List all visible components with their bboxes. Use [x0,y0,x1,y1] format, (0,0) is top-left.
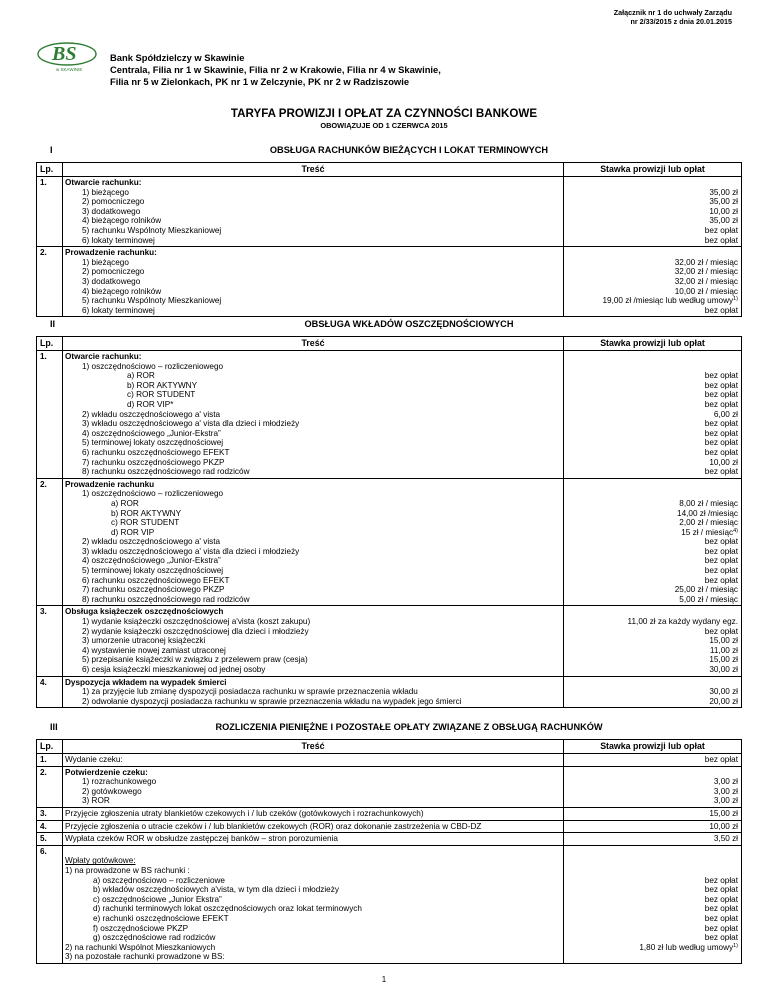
column-header-content: Treść [63,337,564,351]
annex-line-1: Załącznik nr 1 do uchwały Zarządu [613,8,732,17]
column-header-content: Treść [63,163,564,177]
content-line: Dyspozycja wkładem na wypadek śmierci [65,677,227,687]
content-line: 6) rachunku oszczędnościowego EFEKT [82,447,230,457]
rate-line [567,236,738,246]
rate-value: bez opłat [704,537,738,547]
rate-value: bez opłat [704,894,738,904]
row-number: 2. [37,766,63,807]
rate-line [567,876,738,886]
logo-subtext: w SKAWINIE [56,67,83,72]
section-heading [36,144,742,158]
rate-line [567,518,738,528]
rate-line [567,636,738,646]
rate-line [567,306,738,316]
rate-value: bez opłat [704,566,738,576]
rate-line [567,787,738,797]
bank-branches-2: Filia nr 5 w Zielonkach, PK nr 1 w Zelczynie, PK nr 2 w Radziszowie [110,75,410,87]
rate-line [567,847,738,857]
rate-line [567,267,738,277]
content-line: 3) umorzenie utraconej książeczki [82,636,206,646]
rate-value: 32,00 zł / miesiąc [674,257,738,267]
row-number: 1. [37,351,63,479]
rate-value: 15,00 zł [709,636,738,646]
rate-line [567,547,738,557]
row-content [63,606,564,676]
content-line: a) ROR [111,498,139,508]
section-title: OBSŁUGA WKŁADÓW OSZCZĘDNOŚCIOWYCH [304,319,514,329]
rate-value: bez opłat [704,467,738,477]
rate-value: 15,00 zł [709,655,738,665]
row-rate [564,820,742,833]
table-row [37,845,742,963]
content-line: d) ROR VIP [111,527,155,537]
rate-line [567,607,738,617]
table-row [37,247,742,317]
row-rate [564,754,742,767]
content-line: 4) bieżącego rolników [82,286,162,296]
rate-line [567,480,738,490]
rate-value: bez opłat [704,428,738,438]
content-line: b) ROR AKTYWNY [127,380,198,390]
rate-value: 15,00 zł [709,808,738,818]
section-title: OBSŁUGA RACHUNKÓW BIEŻĄCYCH I LOKAT TERMINOWYCH [269,145,549,155]
content-line: 2) pomocniczego [82,197,145,207]
table-row [37,606,742,676]
rate-line [567,933,738,943]
content-line: g) oszczędnościowe rad rodziców [93,933,216,943]
rate-value: bez opłat [704,904,738,914]
row-content [63,820,564,833]
row-content [63,833,564,846]
column-header-rate: Stawka prowizji lub opłat [564,163,742,177]
row-number: 3. [37,606,63,676]
rate-value: 8,00 zł / miesiąc [679,498,738,508]
content-line: 5) terminowej lokaty oszczędnościowej [82,566,224,576]
rate-line [567,537,738,547]
table-row [37,351,742,479]
rate-value: 15 zł / miesiąc [681,527,734,537]
content-line: 2) gotówkowego [82,786,142,796]
rate-value: 32,00 zł / miesiąc [674,267,738,277]
rate-line [567,809,738,819]
row-number: 6. [37,845,63,963]
rate-line [567,952,738,962]
row-content [63,247,564,317]
rate-line [567,895,738,905]
content-line: 3) dodatkowego [82,276,141,286]
content-line: 2) na rachunki Wspólnot Mieszkaniowych [65,942,216,952]
content-line: 5) terminowej lokaty oszczędnościowej [82,438,224,448]
row-number: 1. [37,177,63,247]
rate-value: bez opłat [704,438,738,448]
rate-value: bez opłat [704,626,738,636]
rate-line [567,352,738,362]
content-line: 1) bieżącego [82,187,129,197]
rate-value: 11,00 zł za każdy wydany egz. [627,617,738,627]
column-header-lp: Lp. [37,163,63,177]
rate-value: 35,00 zł [709,187,738,197]
row-content [63,676,564,708]
content-line: 1) oszczędnościowo – rozliczeniowego [82,361,224,371]
tariff-table [36,336,742,708]
content-line: 1) bieżącego [82,257,129,267]
rate-line [567,627,738,637]
row-number: 4. [37,676,63,708]
rate-line [567,499,738,509]
content-line: 3) wkładu oszczędnościowego a' vista dla dzieci i młodzieży [82,419,300,429]
rate-value: 35,00 zł [709,216,738,226]
content-line: 6) lokaty terminowej [82,235,155,245]
rate-line [567,226,738,236]
rate-line [567,197,738,207]
content-line: Wpłaty gotówkowe: [65,856,136,866]
content-line: 3) wkładu oszczędnościowego a' vista dla dzieci i młodzieży [82,546,300,556]
rate-line [567,943,738,953]
rate-line [567,755,738,765]
annex-note [614,8,732,27]
document-subtitle: OBOWIĄZUJE OD 1 CZERWCA 2015 [320,121,448,130]
column-header-content: Treść [63,740,564,754]
rate-value: 30,00 zł [709,665,738,674]
rate-value: 20,00 zł [709,696,738,706]
rate-value: bez opłat [704,225,738,235]
content-line [65,847,561,857]
row-rate [564,247,742,317]
content-line: 2) pomocniczego [82,267,145,277]
row-content [63,754,564,767]
rate-line [567,576,738,586]
row-rate [564,177,742,247]
content-line: 1) na prowadzone w BS rachunki : [65,865,190,875]
logo-text: BS [52,43,77,65]
rate-value: 10,00 zł [709,821,738,831]
rate-value: bez opłat [704,399,738,409]
rate-value: bez opłat [704,885,738,895]
content-line: d) ROR VIP* [127,399,174,409]
content-line: Otwarcie rachunku: [65,352,142,361]
row-number: 2. [37,478,63,606]
content-line: 1) rozrachunkowego [82,777,157,787]
content-line: a) oszczędnościowo – rozliczeniowe [93,875,225,885]
rate-value: 10,00 zł [709,206,738,216]
rate-value: 19,00 zł /miesiąc lub według umowy [602,296,734,306]
rate-value: 3,00 zł [713,777,738,787]
column-header-rate: Stawka prowizji lub opłat [564,337,742,351]
content-line: 1) oszczędnościowo – rozliczeniowego [82,489,224,499]
rate-line [567,617,738,627]
rate-value: 11,00 zł [709,645,738,655]
table-row [37,766,742,807]
row-rate [564,676,742,708]
rate-line [567,924,738,934]
table-row [37,820,742,833]
content-line: d) rachunki terminowych lokat oszczędnościowych oraz lokat terminowych [93,904,362,914]
column-header-lp: Lp. [37,337,63,351]
content-line: 5) przepisanie książeczki w związku z przelewem praw (cesja) [82,655,308,665]
footnote-marker: 1) [733,296,738,303]
rate-value: 14,00 zł /miesiąc [677,508,738,518]
rate-value: bez opłat [704,235,738,245]
bank-header [110,52,441,87]
rate-value: bez opłat [704,546,738,556]
content-line: 4) bieżącego rolników [82,216,162,226]
row-content [63,845,564,963]
rate-line [567,904,738,914]
rate-line [567,410,738,420]
rate-value: 25,00 zł / miesiąc [674,585,738,595]
content-line: 8) rachunku oszczędnościowego rad rodziców [82,467,250,477]
rate-value: 3,00 zł [713,786,738,796]
rate-line [567,438,738,448]
content-line: Otwarcie rachunku: [65,178,142,187]
rate-value: bez opłat [704,447,738,457]
rate-line [567,665,738,675]
rate-line [567,258,738,268]
rate-line [567,216,738,226]
content-line: Przyjęcie zgłoszenia o utracie czeków i / lub blankietów czekowych (ROR) oraz dokonanie zastrzeżenia w CBD-DZ [65,821,482,831]
row-content [63,177,564,247]
rate-line [567,777,738,787]
content-line: Potwierdzenie czeku: [65,767,148,777]
rate-line [567,566,738,576]
rate-line [567,556,738,566]
rate-line [567,362,738,372]
row-rate [564,833,742,846]
rate-line [567,489,738,499]
content-line: Obsługa książeczek oszczędnościowych [65,607,224,617]
rate-line [567,207,738,217]
rate-value: bez opłat [704,933,738,943]
rate-line [567,277,738,287]
rate-value: 1,80 zł lub według umowy [639,942,734,952]
rate-value: 2,00 zł / miesiąc [679,518,738,528]
rate-value: bez opłat [704,556,738,566]
row-content [63,807,564,820]
rate-line [567,885,738,895]
content-line: 6) lokaty terminowej [82,305,155,315]
rate-value: 3,00 zł [713,796,738,806]
rate-line [567,866,738,876]
row-number: 3. [37,807,63,820]
section-number: III [50,722,58,732]
row-rate [564,807,742,820]
content-line: 4) oszczędnościowego „Junior-Ekstra” [82,556,221,566]
content-line: 2) odwołanie dyspozycji posiadacza rachunku w sprawie przeznaczenia wkładu na wypadek jego śmierci [82,696,462,706]
row-rate [564,478,742,606]
row-number: 2. [37,247,63,317]
rate-value: bez opłat [704,419,738,429]
row-content [63,351,564,479]
content-line: e) rachunki oszczędnościowe EFEKT [93,913,229,923]
column-header-rate: Stawka prowizji lub opłat [564,740,742,754]
rate-line [567,419,738,429]
rate-value: 3,50 zł [713,834,738,844]
rate-value: 10,00 zł [709,457,738,467]
bank-name: Bank Spółdzielczy w Skawinie [110,52,245,63]
content-line: 7) rachunku oszczędnościowego PKZP [82,457,225,467]
rate-line [567,371,738,381]
rate-line [567,595,738,605]
content-line: 5) rachunku Wspólnoty Mieszkaniowej [82,225,222,235]
table-row [37,807,742,820]
rate-value: bez opłat [704,371,738,381]
table-row [37,177,742,247]
rate-line [567,248,738,258]
rate-line [567,646,738,656]
rate-value: 35,00 zł [709,197,738,207]
content-line: a) ROR [127,371,155,381]
rate-line [567,528,738,538]
content-line: 3) na pozostałe rachunki prowadzone w BS: [65,952,225,962]
table-row [37,833,742,846]
content-line: 4) oszczędnościowego „Junior-Ekstra” [82,428,221,438]
document-title: TARYFA PROWIZJI I OPŁAT ZA CZYNNOŚCI BANKOWE [230,107,538,120]
row-rate [564,766,742,807]
rate-value: bez opłat [704,305,738,315]
table-row [37,478,742,606]
rate-line [567,655,738,665]
rate-value: 5,00 zł / miesiąc [679,594,738,604]
rate-value: 30,00 zł [709,687,738,697]
content-line: Wydanie czeku: [65,755,123,764]
content-line: 1) za przyjęcie lub zmianę dyspozycji posiadacza rachunku w sprawie przeznaczenia wkładu [82,687,418,697]
rate-line [567,687,738,697]
row-rate [564,606,742,676]
rate-line [567,856,738,866]
content-line: 5) rachunku Wspólnoty Mieszkaniowej [82,296,222,306]
row-number: 1. [37,754,63,767]
row-rate [564,351,742,479]
rate-line [567,448,738,458]
row-number: 4. [37,820,63,833]
rate-value: 6,00 zł [713,409,738,419]
section-number: I [50,145,53,155]
annex-line-2: nr 2/33/2015 z dnia 20.01.2015 [630,17,732,27]
rate-line [567,509,738,519]
rate-line [567,458,738,468]
content-line: 2) wydanie książeczki oszczędnościowej dla dzieci i młodzieży [82,626,309,636]
row-rate [564,845,742,963]
rate-line [567,585,738,595]
row-content [63,478,564,606]
content-line: Prowadzenie rachunku [65,479,155,489]
column-header-lp: Lp. [37,740,63,754]
content-line: Wypłata czeków ROR w obsłudze zastępczej banków – stron porozumienia [65,834,338,844]
page-number: 1 [381,975,387,984]
content-line: 1) wydanie książeczki oszczędnościowej a'vista (koszt zakupu) [82,617,311,627]
content-line: 6) cesja książeczki mieszkaniowej od jednej osoby [82,665,266,674]
content-line: c) ROR STUDENT [127,390,196,400]
rate-line [567,678,738,688]
rate-value: bez opłat [704,875,738,885]
rate-line [567,188,738,198]
footnote-marker: 4) [733,527,738,534]
rate-line [567,467,738,477]
rate-value: bez opłat [704,923,738,933]
bank-branches-1: Centrala, Filia nr 1 w Skawinie, Filia nr 2 w Krakowie, Filia nr 4 w Skawinie, [110,63,441,75]
content-line: c) ROR STUDENT [111,518,180,528]
content-line: 8) rachunku oszczędnościowego rad rodziców [82,594,250,604]
content-line: 3) dodatkowego [82,206,141,216]
rate-line [567,796,738,806]
content-line: 4) wystawienie nowej zamiast utraconej [82,645,226,655]
rate-line [567,768,738,778]
section-heading [36,721,742,735]
row-number: 5. [37,833,63,846]
section-title: ROZLICZENIA PIENIĘŻNE I POZOSTAŁE OPŁATY ZWIĄZANE Z OBSŁUGĄ RACHUNKÓW [215,722,603,732]
section-heading [36,318,742,332]
content-line: b) ROR AKTYWNY [111,508,182,518]
content-line: 2) wkładu oszczędnościowego a' vista [82,409,221,419]
rate-value: bez opłat [704,755,738,764]
rate-line [567,429,738,439]
content-line: Przyjęcie zgłoszenia utraty blankietów czekowych i / lub czeków (gotówkowych i rozrachunkowych) [65,808,424,818]
row-content [63,766,564,807]
rate-value: 32,00 zł / miesiąc [674,276,738,286]
content-line: b) wkładów oszczędnościowych a'vista, w tym dla dzieci i młodzieży [93,885,339,895]
rate-line [567,697,738,707]
content-line: 3) ROR [82,796,110,806]
content-line: 2) wkładu oszczędnościowego a' vista [82,537,221,547]
tariff-table [36,739,742,964]
section-number: II [50,319,56,329]
content-line: 7) rachunku oszczędnościowego PKZP [82,585,225,595]
rate-line [567,400,738,410]
bank-logo [36,38,98,74]
rate-value: bez opłat [704,913,738,923]
rate-line [567,178,738,188]
rate-value: bez opłat [704,380,738,390]
rate-line [567,381,738,391]
content-line: f) oszczędnościowe PKZP [93,923,189,933]
rate-line [567,834,738,844]
rate-value: 10,00 zł / miesiąc [674,286,738,296]
tariff-table [36,162,742,317]
rate-line [567,822,738,832]
rate-line [567,914,738,924]
content-line: 6) rachunku oszczędnościowego EFEKT [82,575,230,585]
rate-line [567,296,738,306]
content-line: c) oszczędnościowe „Junior Ekstra” [93,894,222,904]
content-line: Prowadzenie rachunku: [65,248,157,258]
rate-line [567,390,738,400]
footnote-marker: 1) [733,942,738,949]
rate-line [567,287,738,297]
table-row [37,676,742,708]
table-row [37,754,742,767]
rate-value: bez opłat [704,390,738,400]
rate-value: bez opłat [704,575,738,585]
